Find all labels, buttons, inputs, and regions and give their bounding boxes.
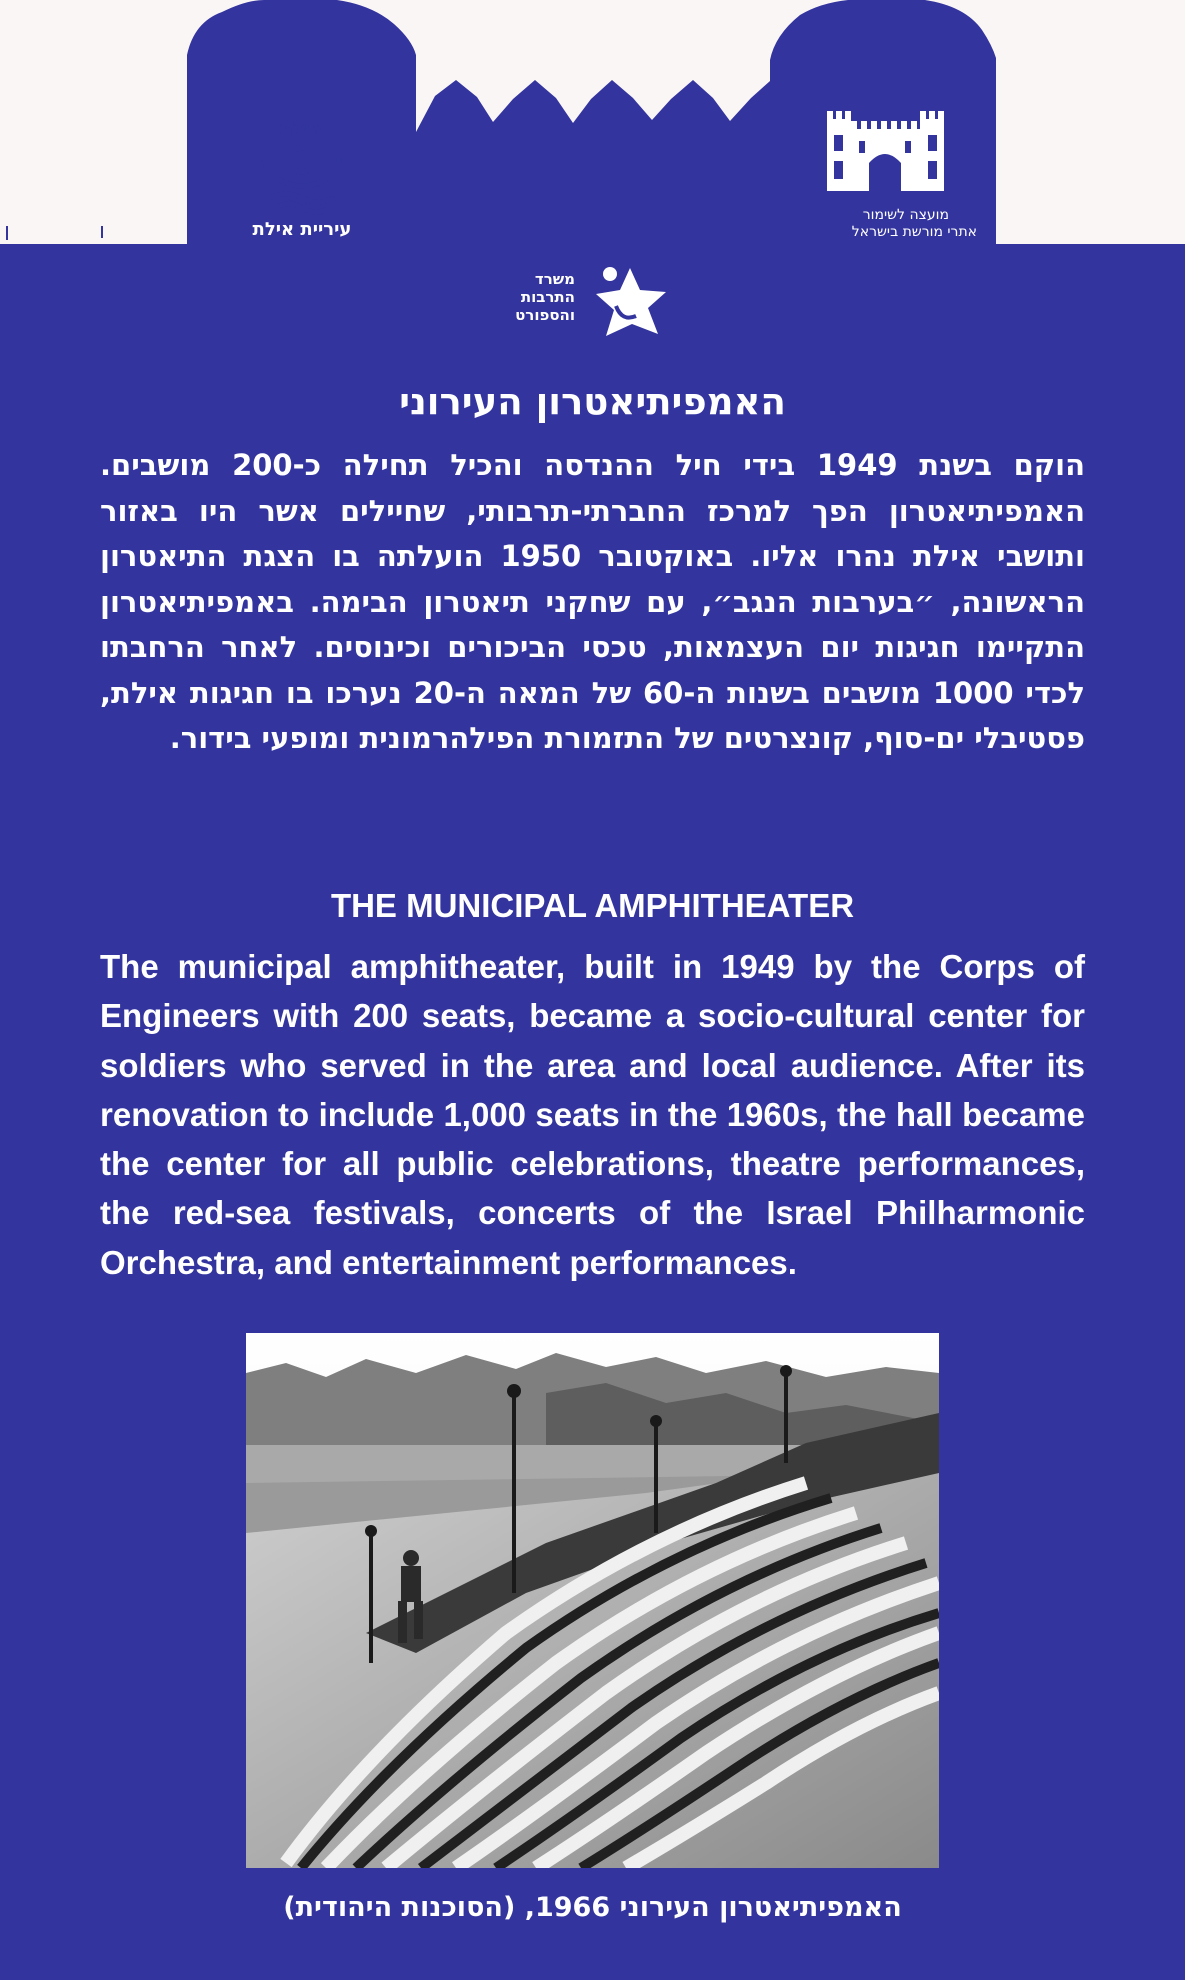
ministry-line1: משרד [534,270,575,288]
eilat-crest-icon [242,98,362,216]
eilat-logo-label: עיריית אילת [252,219,352,240]
amphitheater-photo-drawing [246,1333,939,1868]
english-title: THE MUNICIPAL AMPHITHEATER [330,887,855,924]
svg-text:אילת: אילת [280,117,324,139]
heritage-label-line2: אתרי מורשת בישראל [851,224,977,240]
ministry-line2: התרבות [520,288,575,306]
heritage-gate-icon [823,101,948,191]
heritage-logo-label [797,207,977,241]
photo-caption: האמפיתיאטרון העירוני 1966, (הסוכנות היהודית) [283,1892,902,1923]
english-body: The municipal amphitheater, built in 1949 by the Corps of Engineers with 200 seats, became a socio-cultural center for soldiers who served in the area and local audience. After its renovation to include 1,000 seats in the 1960s, the hall became the center for all public celebrations, theatre performances, the red-sea festivals, concerts of the Israel Philharmonic Orchestra, and entertainment performances. [100,948,1085,1281]
amphitheater-photo [246,1333,939,1868]
hebrew-body: הוקם בשנת 1949 בידי חיל ההנדסה והכיל תחילה כ-200 מושבים. האמפיתיאטרון הפך למרכז החברתי-תרבותי, שחיילים אשר היו באזור ותושבי אילת נהרו אליו. באוקטובר 1950 הועלתה בו הצגת התיאטרון הראשונה, ״בערבות הנגב״, עם שחקני תיאטרון הבימה. באמפיתיאטרון התקיימו חגיגות יום העצמאות, טכסי הביכורים וכינוסים. לאחר הרחבתו לכדי 1000 מושבים בשנות ה-60 של המאה ה-20 נערכו בו חגיגות אילת, פסטיבלי ים-סוף, קונצרטים של התזמורת הפילהרמונית ומופעי בידור. [100,448,1085,755]
ministry-line3: והספורט [515,306,575,324]
ministry-star-icon [590,262,672,348]
hebrew-title: האמפיתיאטרון העירוני [399,380,786,423]
ministry-logo-text [505,270,575,324]
heritage-label-line1: מועצה לשימור [862,207,949,223]
